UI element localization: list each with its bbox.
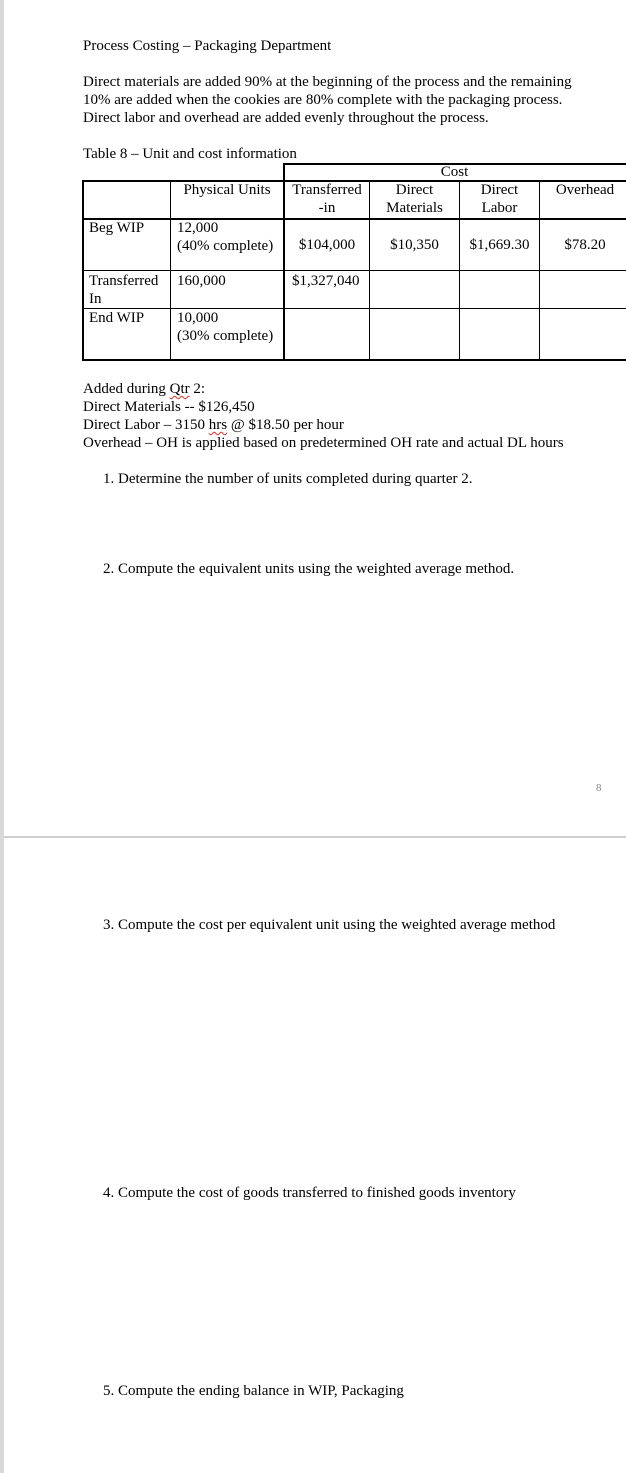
question-4: 4. Compute the cost of goods transferred to finished goods inventory bbox=[103, 1185, 516, 1201]
spellcheck-word: hrs bbox=[208, 417, 228, 433]
beg-wip-overhead: $78.20 bbox=[564, 237, 606, 253]
page-title: Process Costing – Packaging Department bbox=[83, 38, 332, 54]
beg-wip-transferred-in: $104,000 bbox=[298, 237, 356, 253]
question-5: 5. Compute the ending balance in WIP, Packaging bbox=[103, 1383, 404, 1399]
page-left-edge bbox=[0, 0, 4, 1473]
added-direct-materials: Direct Materials -- $126,450 bbox=[83, 399, 255, 415]
table-caption: Table 8 – Unit and cost information bbox=[83, 146, 297, 162]
row-label-transferred-in: Transferred bbox=[89, 273, 159, 289]
added-heading-text: 2: bbox=[189, 381, 206, 397]
header-direct-labor: Labor bbox=[481, 200, 518, 216]
beg-wip-units: 12,000 bbox=[177, 220, 219, 236]
end-wip-units: 10,000 bbox=[177, 310, 219, 326]
table-line bbox=[170, 180, 171, 361]
header-transferred-in: -in bbox=[318, 200, 336, 216]
beg-wip-completion: (40% complete) bbox=[177, 238, 274, 254]
row-label-end-wip: End WIP bbox=[89, 310, 145, 326]
header-direct-materials: Materials bbox=[386, 200, 443, 216]
table-line bbox=[82, 308, 626, 309]
table-line bbox=[82, 218, 626, 220]
added-direct-labor bbox=[83, 416, 344, 434]
beg-wip-direct-materials: $10,350 bbox=[390, 237, 439, 253]
cost-group-header: Cost bbox=[440, 164, 469, 180]
header-direct-labor: Direct bbox=[480, 182, 519, 198]
added-heading-text: Added during bbox=[83, 381, 170, 397]
page-break bbox=[4, 836, 626, 838]
spellcheck-word: Qtr bbox=[169, 381, 190, 397]
question-2: 2. Compute the equivalent units using the weighted average method. bbox=[103, 561, 515, 577]
added-during-heading bbox=[83, 380, 205, 398]
question-1: 1. Determine the number of units completed during quarter 2. bbox=[103, 471, 473, 487]
end-wip-completion: (30% complete) bbox=[177, 328, 274, 344]
header-direct-materials: Direct bbox=[395, 182, 434, 198]
added-overhead: Overhead – OH is applied based on predetermined OH rate and actual DL hours bbox=[83, 435, 564, 451]
question-3: 3. Compute the cost per equivalent unit using the weighted average method bbox=[103, 917, 556, 933]
header-transferred-in: Transferred bbox=[292, 182, 362, 198]
page-number: 8 bbox=[596, 782, 602, 794]
intro-line-2: 10% are added when the cookies are 80% complete with the packaging process. bbox=[83, 92, 563, 108]
header-physical-units: Physical Units bbox=[183, 182, 271, 198]
header-overhead: Overhead bbox=[555, 182, 615, 198]
row-label-beg-wip: Beg WIP bbox=[89, 220, 145, 236]
table-line bbox=[82, 180, 84, 361]
added-dl-text: Direct Labor – 3150 bbox=[83, 417, 209, 433]
transferred-in-units: 160,000 bbox=[177, 273, 226, 289]
beg-wip-direct-labor: $1,669.30 bbox=[469, 237, 530, 253]
row-label-transferred-in: In bbox=[89, 291, 102, 307]
intro-line-1: Direct materials are added 90% at the beginning of the process and the remaining bbox=[83, 74, 572, 90]
table-line bbox=[82, 270, 626, 271]
intro-line-3: Direct labor and overhead are added evenly throughout the process. bbox=[83, 110, 489, 126]
table-line bbox=[82, 359, 626, 361]
added-dl-text: @ $18.50 per hour bbox=[227, 417, 344, 433]
transferred-in-cost: $1,327,040 bbox=[292, 273, 360, 289]
table-line bbox=[539, 180, 540, 361]
